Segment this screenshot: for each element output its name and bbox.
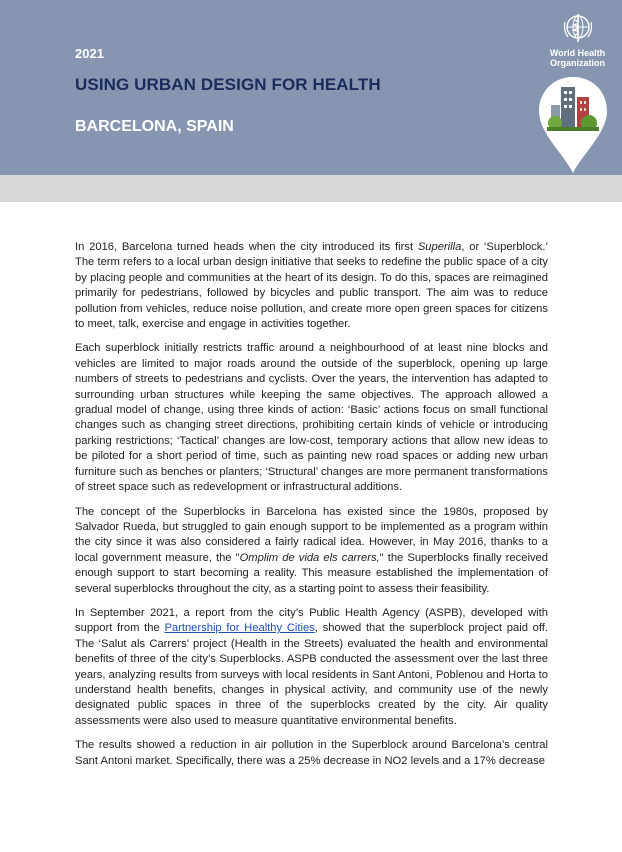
- superilla-term: Superilla: [417, 241, 462, 253]
- header-banner: [0, 0, 622, 175]
- paragraph-4: In September 2021, a report from the city’s Public Health Agency (ASPB), developed with support from the Partnership for Healthy Cities, showed that the superblock project paid off. The ‘Salut als Carrers’ project (Health in the Streets) evaluated the health and environmental benefits of three of the city’s Superblocks. ASPB conducted the assessment over the last three years, analyzing results from surveys with local residents in Sant Antoni, Poblenou and Horta to understand health benefits, changes in physical activity, and community use of the newly designated public spaces in three of the superblocks created by the city. Air quality assessments were also used to measure quantitative environmental benefits.: [75, 606, 548, 727]
- who-emblem-icon: [560, 10, 596, 46]
- paragraph-2: Each superblock initially restricts traffic around a neighbourhood of at least nine blocks and vehicles are limited to major roads around the outside of the superblock, opening up large numbers of streets to pedestrians and cyclists. Over the years, the intervention has adapted to surrounding urban structures while keeping the same objectives. The approach allowed a gradual model of change, using three kinds of action: ‘Basic’ actions focus on small functional changes such as changing street directions, prohibiting certain kinds of vehicle or introducing parking restrictions; ‘Tactical’ changes are low-cost, temporary actions that allow new ideas to be piloted for a short period of time, such as painting new road spaces or adding new urban furniture such as benches or planters; ‘Structural’ changes are more permanent transformations of street space such as redevelopment or infrastructural additions.: [75, 342, 548, 494]
- measure-name: Omplim de vida els carrers,: [239, 551, 380, 564]
- org-name-line1: World Health: [549, 48, 606, 58]
- city-location-pin-icon: [537, 75, 609, 175]
- org-name-line2: Organization: [549, 58, 605, 68]
- location-subtitle: BARCELONA, SPAIN: [75, 118, 234, 135]
- page-title: USING URBAN DESIGN FOR HEALTH: [75, 75, 381, 94]
- who-logo: [540, 10, 615, 68]
- article-body: [75, 240, 548, 778]
- paragraph-5: The results showed a reduction in air pollution in the Superblock around Barcelona’s central Sant Antoni market. Specifically, there was a 25% decrease in NO2 levels and a 17% decrease: [75, 739, 548, 767]
- paragraph-1: In 2016, Barcelona turned heads when the city introduced its first Superilla, or ‘Superblock.’ The term refers to a local urban design initiative that seeks to redefine the public space of a city by placing people and communities at the heart of its design. To do this, spaces are reimagined primarily for pedestrians, followed by bicycles and public transport. The aim was to reduce pollution from vehicles, reduce noise pollution, and create more open green spaces for citizens to meet, talk, exercise and engage in activities together.: [75, 241, 548, 331]
- paragraph-3: The concept of the Superblocks in Barcelona has existed since the 1980s, proposed by Salvador Rueda, but struggled to gain enough support to be implemented as a program within the city since it was also considered a fairly radical idea. However, in May 2016, thanks to a local government measure, the "Omplim de vida els carrers," the Superblocks finally received enough support to start becoming a reality. This measure established the implementation of several superblocks throughout the city, as a starting point to assess their feasibility.: [75, 505, 548, 595]
- partnership-link[interactable]: Partnership for Healthy Cities: [164, 622, 315, 635]
- report-year: 2021: [75, 46, 104, 61]
- header-divider-band: [0, 175, 622, 202]
